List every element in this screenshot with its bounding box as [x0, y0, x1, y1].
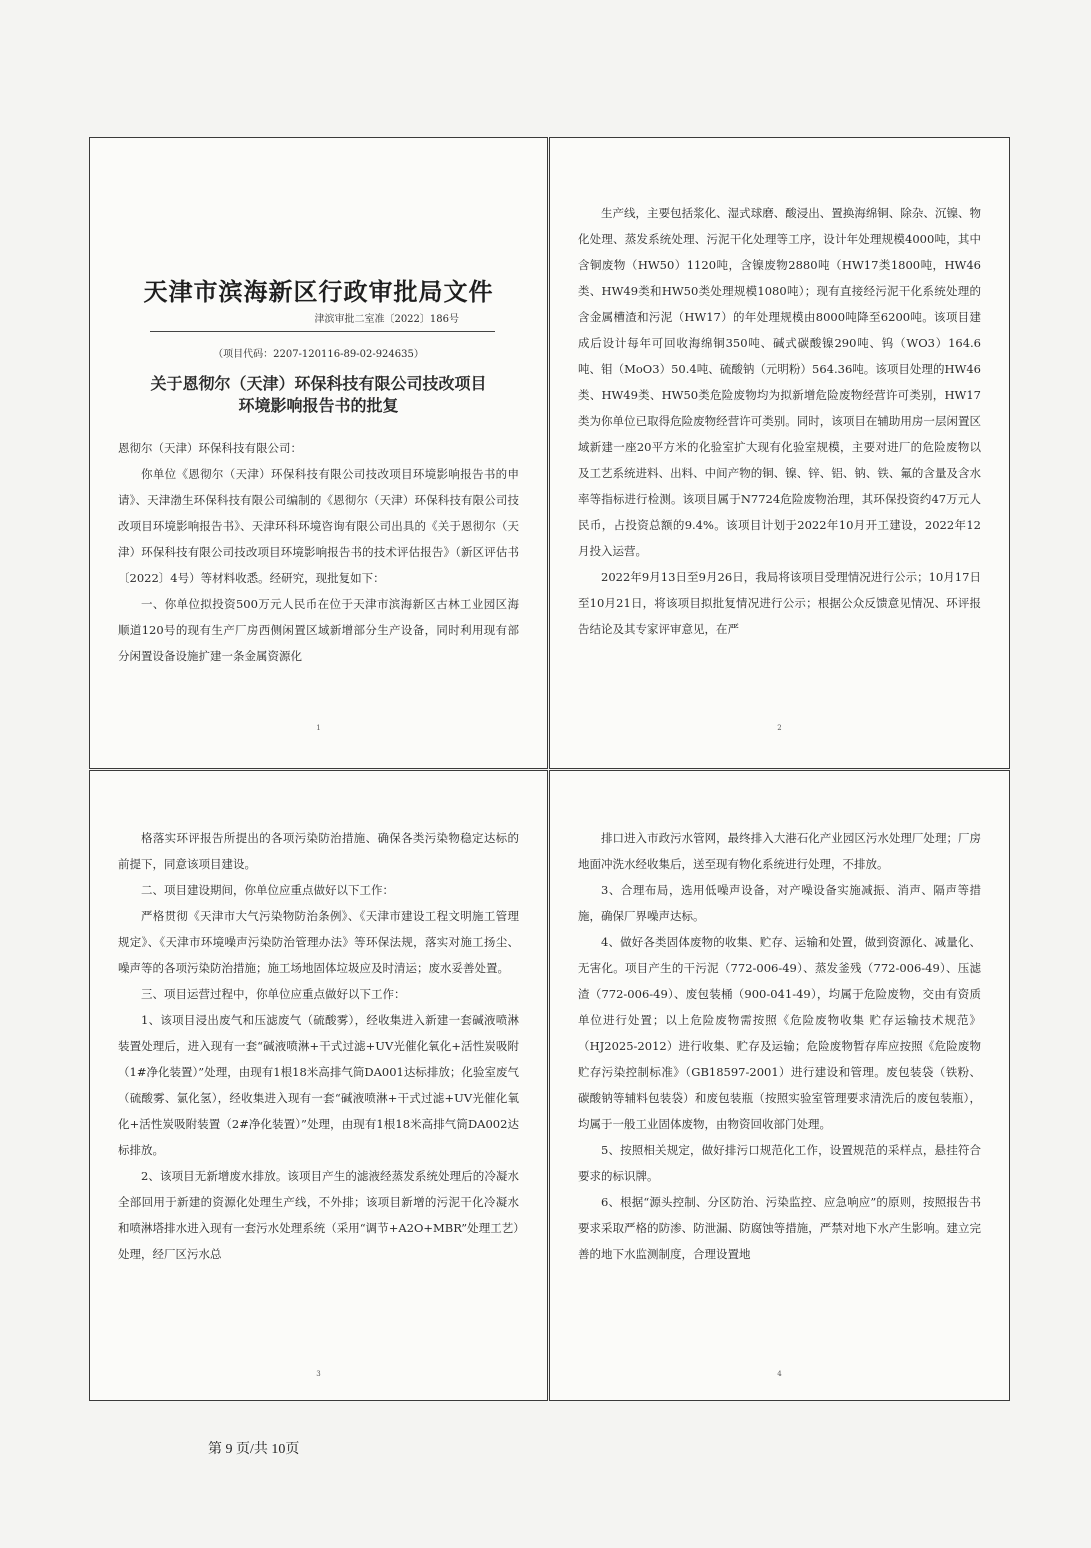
project-code: （项目代码：2207-120116-89-02-924635） [213, 349, 424, 360]
addressee: 恩彻尔（天津）环保科技有限公司： [118, 441, 302, 455]
page-number: 3 [316, 1370, 321, 1378]
paragraph: 6、根据“源头控制、分区防治、污染监控、应急响应”的原则，按照报告书要求采取严格的防渗、防泄漏、防腐蚀等措施，严禁对地下水产生影响。建立完善的地下水监测制度，合理设置地 [578, 1195, 981, 1261]
paragraph: 3、合理布局，选用低噪声设备，对产噪设备实施减振、消声、隔声等措施，确保厂界噪声达标。 [578, 883, 981, 923]
paragraph: 2、该项目无新增废水排放。该项目产生的滤液经蒸发系统处理后的冷凝水全部回用于新建的资源化处理生产线，不外排；该项目新增的污泥干化冷凝水和喷淋塔排水进入现有一套污水处理系统（采用“调节+A2O+MBR”处理工艺）处理，经厂区污水总 [118, 1169, 519, 1261]
paragraph: 二、项目建设期间，你单位应重点做好以下工作： [141, 883, 394, 897]
subject-line-1: 关于恩彻尔（天津）环保科技有限公司技改项目 [150, 374, 487, 393]
page-number: 4 [777, 1370, 782, 1378]
page-number: 2 [777, 724, 782, 732]
paragraph: 严格贯彻《天津市大气污染物防治条例》、《天津市建设工程文明施工管理规定》、《天津市环境噪声污染防治管理办法》等环保法规，落实对施工扬尘、噪声等的各项污染防治措施；施工场地固体垃圾应及时清运；废水妥善处置。 [118, 909, 519, 975]
paragraph: 2022年9月13日至9月26日，我局将该项目受理情况进行公示；10月17日至10月21日，将该项目拟批复情况进行公示；根据公众反馈意见情况、环评报告结论及其专家评审意见，在严 [578, 570, 981, 636]
paragraph: 格落实环评报告所提出的各项污染防治措施、确保各类污染物稳定达标的前提下，同意该项目建设。 [118, 831, 519, 871]
paragraph: 生产线，主要包括浆化、湿式球磨、酸浸出、置换海绵铜、除杂、沉镍、物化处理、蒸发系统处理、污泥干化处理等工序，设计年处理规模4000吨，其中含铜废物（HW50）1120吨，含镍废物2880吨（HW17类1800吨，HW46类、HW49类和HW50类处理规模1080吨）；现有直接经污泥干化系统处理的含金属槽渣和污泥（HW17）的年处理规模由8000吨降至6200吨。该项目建成后设计每年可回收海绵铜350吨、碱式碳酸镍290吨、钨（WO3）164.6吨、钼（MoO3）50.4吨、硫酸钠（元明粉）564.36吨。该项目处理的HW46类、HW49类、HW50类危险废物均为拟新增危险废物经营许可类别，HW17类为你单位已取得危险废物经营许可类别。同时，该项目在辅助用房一层闲置区域新建一座20平方米的化验室扩大现有化验室规模，主要对进厂的危险废物以及工艺系统进料、出料、中间产物的铜、镍、锌、铝、钠、铁、氟的含量及含水率等指标进行检测。该项目属于N7724危险废物治理，其环保投资约47万元人民币，占投资总额的9.4%。该项目计划于2022年10月开工建设，2022年12月投入运营。 [578, 206, 981, 558]
paragraph: 排口进入市政污水管网，最终排入大港石化产业园区污水处理厂处理；厂房地面冲洗水经收集后，送至现有物化系统进行处理，不排放。 [578, 831, 981, 871]
page-footer: 第 9 页/共 10页 [208, 1442, 300, 1457]
document-number: 津滨审批二室准〔2022〕186号 [314, 314, 459, 325]
scan-page-1 [89, 137, 548, 769]
subject-heading [118, 373, 519, 417]
paragraph: 4、做好各类固体废物的收集、贮存、运输和处置，做到资源化、减量化、无害化。项目产生的干污泥（772-006-49）、蒸发釜残（772-006-49）、压滤渣（772-006-49）、废包装桶（900-041-49），均属于危险废物，交由有资质单位进行处置；以上危险废物需按照《危险废物收集 贮存运输技术规范》（HJ2025-2012）进行收集、贮存及运输；危险废物暂存库应按照《危险废物贮存污染控制标准》（GB18597-2001）进行建设和管理。废包装袋（铁粉、碳酸钠等辅料包装袋）和废包装瓶（按照实验室管理要求清洗后的废包装瓶），均属于一般工业固体废物，由物资回收部门处理。 [578, 935, 981, 1131]
paragraph: 5、按照相关规定，做好排污口规范化工作，设置规范的采样点，悬挂符合要求的标识牌。 [578, 1143, 981, 1183]
scan-page-2 [549, 137, 1010, 769]
page-number: 1 [316, 724, 321, 732]
header-rule [150, 331, 495, 332]
scan-page-3 [89, 770, 548, 1401]
scan-page-4 [549, 770, 1010, 1401]
paragraph: 你单位《恩彻尔（天津）环保科技有限公司技改项目环境影响报告书的申请》、天津渤生环保科技有限公司编制的《恩彻尔（天津）环保科技有限公司技改项目环境影响报告书》、天津环科环境咨询有限公司出具的《关于恩彻尔（天津）环保科技有限公司技改项目环境影响报告书的技术评估报告》（新区评估书〔2022〕4号）等材料收悉。经研究，现批复如下： [118, 467, 519, 585]
paragraph: 1、该项目浸出废气和压滤废气（硫酸雾），经收集进入新建一套碱液喷淋装置处理后，进入现有一套“碱液喷淋+干式过滤+UV光催化氧化+活性炭吸附（1#净化装置）”处理，由现有1根18米高排气筒DA001达标排放；化验室废气（硫酸雾、氯化氢），经收集进入现有一套“碱液喷淋+干式过滤+UV光催化氧化+活性炭吸附装置（2#净化装置）”处理，由现有1根18米高排气筒DA002达标排放。 [118, 1013, 519, 1157]
document-title: 天津市滨海新区行政审批局文件 [143, 277, 494, 306]
subject-line-2: 环境影响报告书的批复 [238, 396, 399, 415]
paragraph: 一、你单位拟投资500万元人民币在位于天津市滨海新区古林工业园区海顺道120号的现有生产厂房西侧闲置区域新增部分生产设备，同时利用现有部分闲置设备设施扩建一条金属资源化 [118, 597, 519, 663]
paragraph: 三、项目运营过程中，你单位应重点做好以下工作： [141, 987, 406, 1001]
